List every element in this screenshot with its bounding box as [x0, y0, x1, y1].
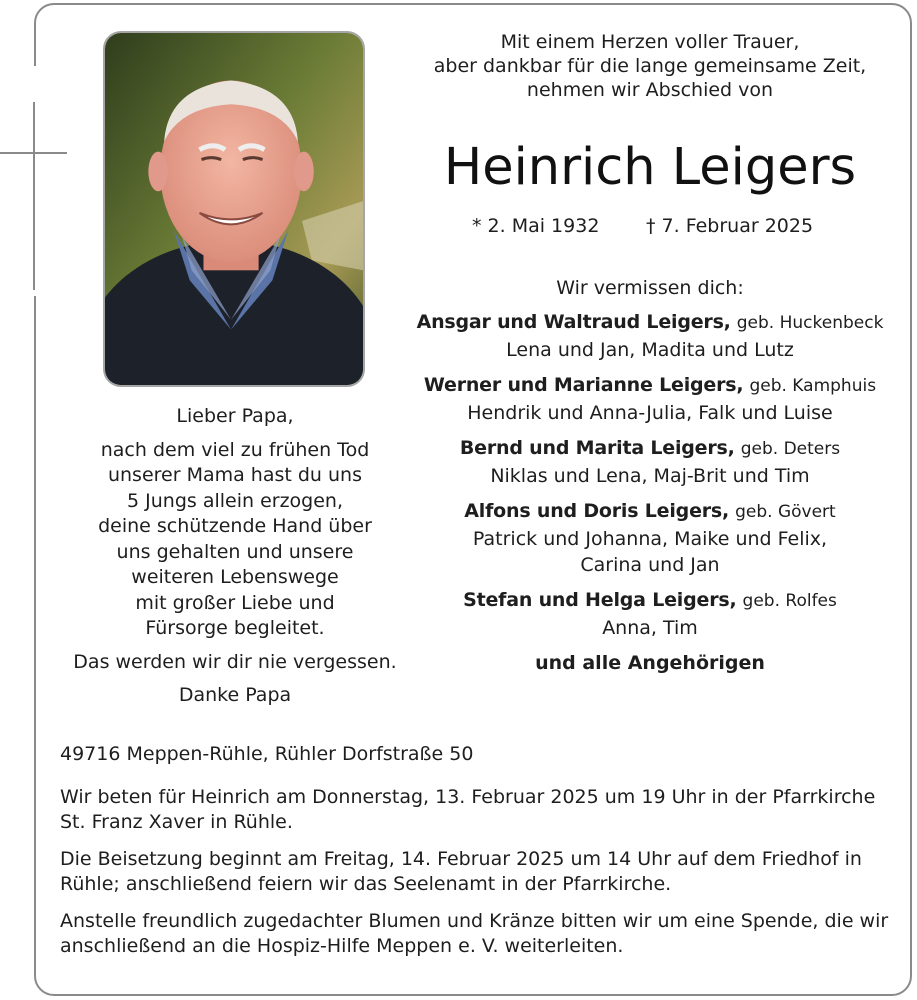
verse-line: 5 Jungs allein erzogen, [127, 489, 343, 512]
intro-text [400, 30, 900, 102]
miss-heading: Wir vermissen dich: [556, 277, 744, 299]
intro-line: aber dankbar für die lange gemeinsame Zeit, [433, 55, 867, 77]
family-name: Bernd und Marita Leigers, [459, 437, 735, 459]
family-name: Alfons und Doris Leigers, [464, 500, 730, 522]
grandchildren: Anna, Tim [602, 617, 698, 639]
verse-line: mit großer Liebe und [135, 591, 335, 614]
intro-line: Mit einem Herzen voller Trauer, [500, 31, 800, 53]
grandchildren: Carina und Jan [580, 554, 720, 576]
verse-line: Fürsorge begleitet. [145, 617, 325, 639]
maiden-name: geb. Deters [740, 439, 841, 459]
grandchildren: Niklas und Lena, Maj-Brit und Tim [490, 465, 810, 487]
life-dates [470, 213, 870, 239]
relatives-line: und alle Angehörigen [535, 652, 765, 674]
verse-line: Lieber Papa, [176, 405, 294, 427]
family-group [395, 586, 905, 641]
verse-line: uns gehalten und unsere [116, 540, 354, 563]
birth-date: * 2. Mai 1932 [472, 215, 600, 237]
maiden-name: geb. Rolfes [742, 591, 837, 611]
grandchildren: Hendrik und Anna-Julia, Falk und Luise [467, 402, 833, 424]
portrait-photo [103, 31, 365, 387]
grandchildren: Patrick und Johanna, Maike und Felix, [472, 528, 828, 550]
family-name: Ansgar und Waltraud Leigers, [416, 311, 731, 333]
family-group [395, 308, 905, 363]
address: 49716 Meppen-Rühle, Rühler Dorfstraße 50 [60, 743, 474, 765]
maiden-name: geb. Kamphuis [749, 376, 877, 396]
burial-notice: Die Beisetzung beginnt am Freitag, 14. Februar 2025 um 14 Uhr auf dem Friedhof in Rühle; anschließend feiern wir das Seelenamt in der Pfarrkirche. [60, 848, 862, 895]
footer-notices [60, 742, 900, 971]
maiden-name: geb. Huckenbeck [736, 313, 884, 333]
verse-never-forget: Das werden wir dir nie vergessen. [73, 650, 397, 673]
intro-line: nehmen wir Abschied von [526, 79, 774, 101]
family-group [395, 371, 905, 426]
family-name: Stefan und Helga Leigers, [463, 589, 737, 611]
verse-thanks: Danke Papa [178, 684, 292, 706]
maiden-name: geb. Gövert [735, 502, 836, 522]
verse-line: weiteren Lebenswege [131, 566, 339, 588]
verse-text [60, 404, 410, 709]
family-list [395, 308, 905, 677]
verse-line: nach dem viel zu frühen Tod [100, 438, 370, 461]
family-group [395, 434, 905, 489]
deceased-name: Heinrich Leigers [443, 138, 857, 197]
verse-line: deine schützende Hand über [98, 515, 372, 537]
death-date: † 7. Februar 2025 [646, 215, 814, 237]
grandchildren: Lena und Jan, Madita und Lutz [506, 339, 794, 361]
verse-line: unserer Mama hast du uns [107, 464, 363, 486]
cross-icon-stem [33, 102, 35, 290]
family-name: Werner und Marianne Leigers, [423, 374, 744, 396]
family-group [395, 497, 905, 578]
donation-notice: Anstelle freundlich zugedachter Blumen und Kränze bitten wir um eine Spende, die wir anschließend an die Hospiz-Hilfe Meppen e. V. weiterleiten. [60, 910, 889, 957]
prayer-notice: Wir beten für Heinrich am Donnerstag, 13. Februar 2025 um 19 Uhr in der Pfarrkirche St. Franz Xaver in Rühle. [60, 786, 876, 833]
